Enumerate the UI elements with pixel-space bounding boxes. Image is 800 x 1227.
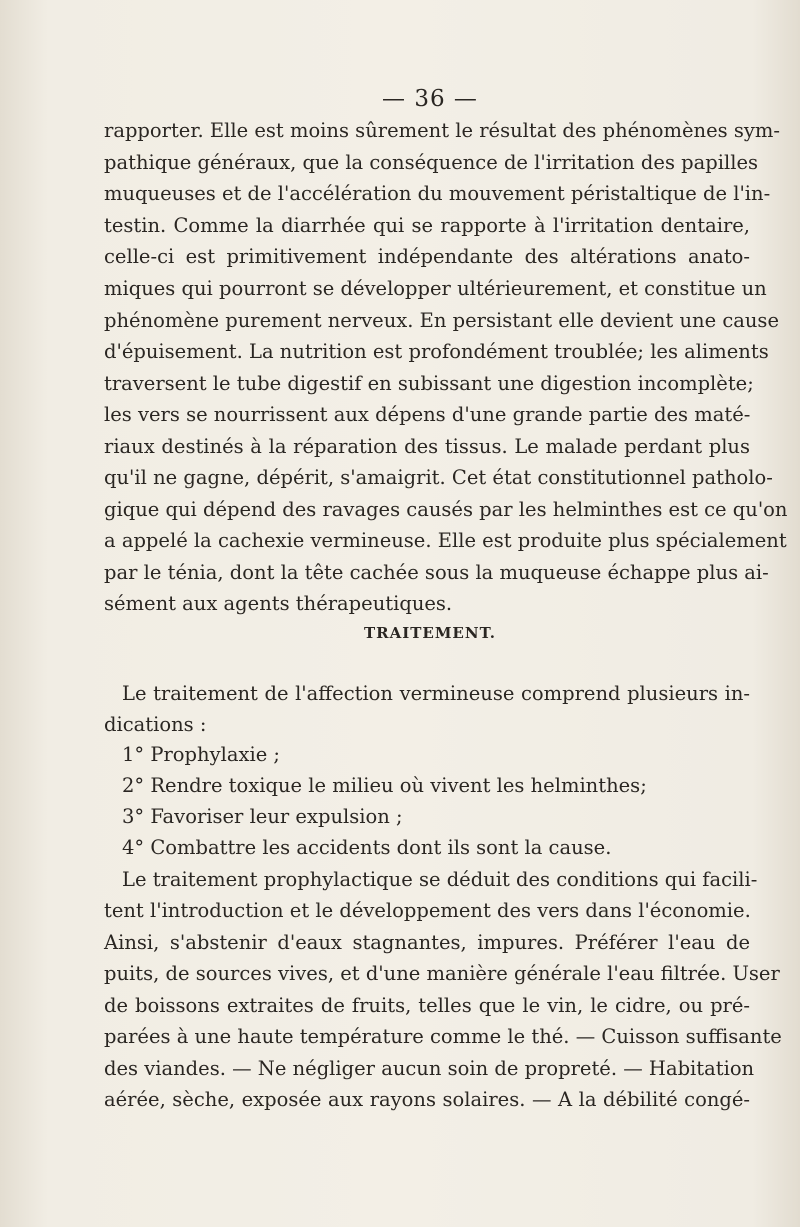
text-line: gique qui dépend des ravages causés par les helminthes est ce qu'on — [104, 498, 788, 521]
text-line: rapporter. Elle est moins sûrement le résultat des phénomènes sym- — [104, 119, 780, 142]
text-line: dications : — [104, 713, 207, 736]
text-line: de boissons extraites de fruits, telles que le vin, le cidre, ou pré- — [104, 994, 750, 1017]
text-line: par le ténia, dont la tête cachée sous la muqueuse échappe plus ai- — [104, 561, 769, 584]
text-line: traversent le tube digestif en subissant une digestion incomplète; — [104, 372, 754, 395]
text-line: a appelé la cachexie vermineuse. Elle est produite plus spécialement — [104, 529, 787, 552]
list-item: 1° Prophylaxie ; — [122, 743, 280, 766]
text-line: Ainsi, s'abstenir d'eaux stagnantes, impures. Préférer l'eau de — [104, 931, 750, 954]
list-item: 3° Favoriser leur expulsion ; — [122, 805, 403, 828]
text-line: sément aux agents thérapeutiques. — [104, 592, 453, 615]
text-line: parées à une haute température comme le thé. — Cuisson suffisante — [104, 1025, 782, 1048]
text-line: pathique généraux, que la conséquence de l'irritation des papilles — [104, 151, 758, 174]
text-line: tent l'introduction et le développement des vers dans l'économie. — [104, 899, 751, 922]
section-heading: TRAITEMENT. — [363, 624, 497, 642]
text-line: qu'il ne gagne, dépérit, s'amaigrit. Cet état constitutionnel patholo- — [104, 466, 773, 489]
text-line: puits, de sources vives, et d'une manière générale l'eau filtrée. User — [104, 962, 780, 985]
text-line: testin. Comme la diarrhée qui se rapporte à l'irritation dentaire, — [104, 214, 750, 237]
page-number: — 36 — — [382, 86, 478, 112]
text-line: riaux destinés à la réparation des tissus. Le malade perdant plus — [104, 435, 750, 458]
text-line: des viandes. — Ne négliger aucun soin de propreté. — Habitation — [104, 1057, 755, 1080]
list-item: 4° Combattre les accidents dont ils sont la cause. — [122, 836, 612, 859]
text-line: muqueuses et de l'accélération du mouvement péristaltique de l'in- — [104, 182, 771, 205]
text-line: miques qui pourront se développer ultérieurement, et constitue un — [104, 277, 767, 300]
text-line: Le traitement prophylactique se déduit des conditions qui facili- — [122, 868, 758, 891]
text-line: celle-ci est primitivement indépendante des altérations anato- — [104, 245, 750, 268]
text-line: les vers se nourrissent aux dépens d'une grande partie des maté- — [104, 403, 751, 426]
text-line: Le traitement de l'affection vermineuse comprend plusieurs in- — [122, 682, 750, 705]
text-line: phénomène purement nerveux. En persistant elle devient une cause — [104, 309, 779, 332]
list-item: 2° Rendre toxique le milieu où vivent les helminthes; — [122, 774, 647, 797]
text-line: d'épuisement. La nutrition est profondément troublée; les aliments — [104, 340, 769, 363]
text-line: aérée, sèche, exposée aux rayons solaires. — A la débilité congé- — [104, 1088, 750, 1111]
